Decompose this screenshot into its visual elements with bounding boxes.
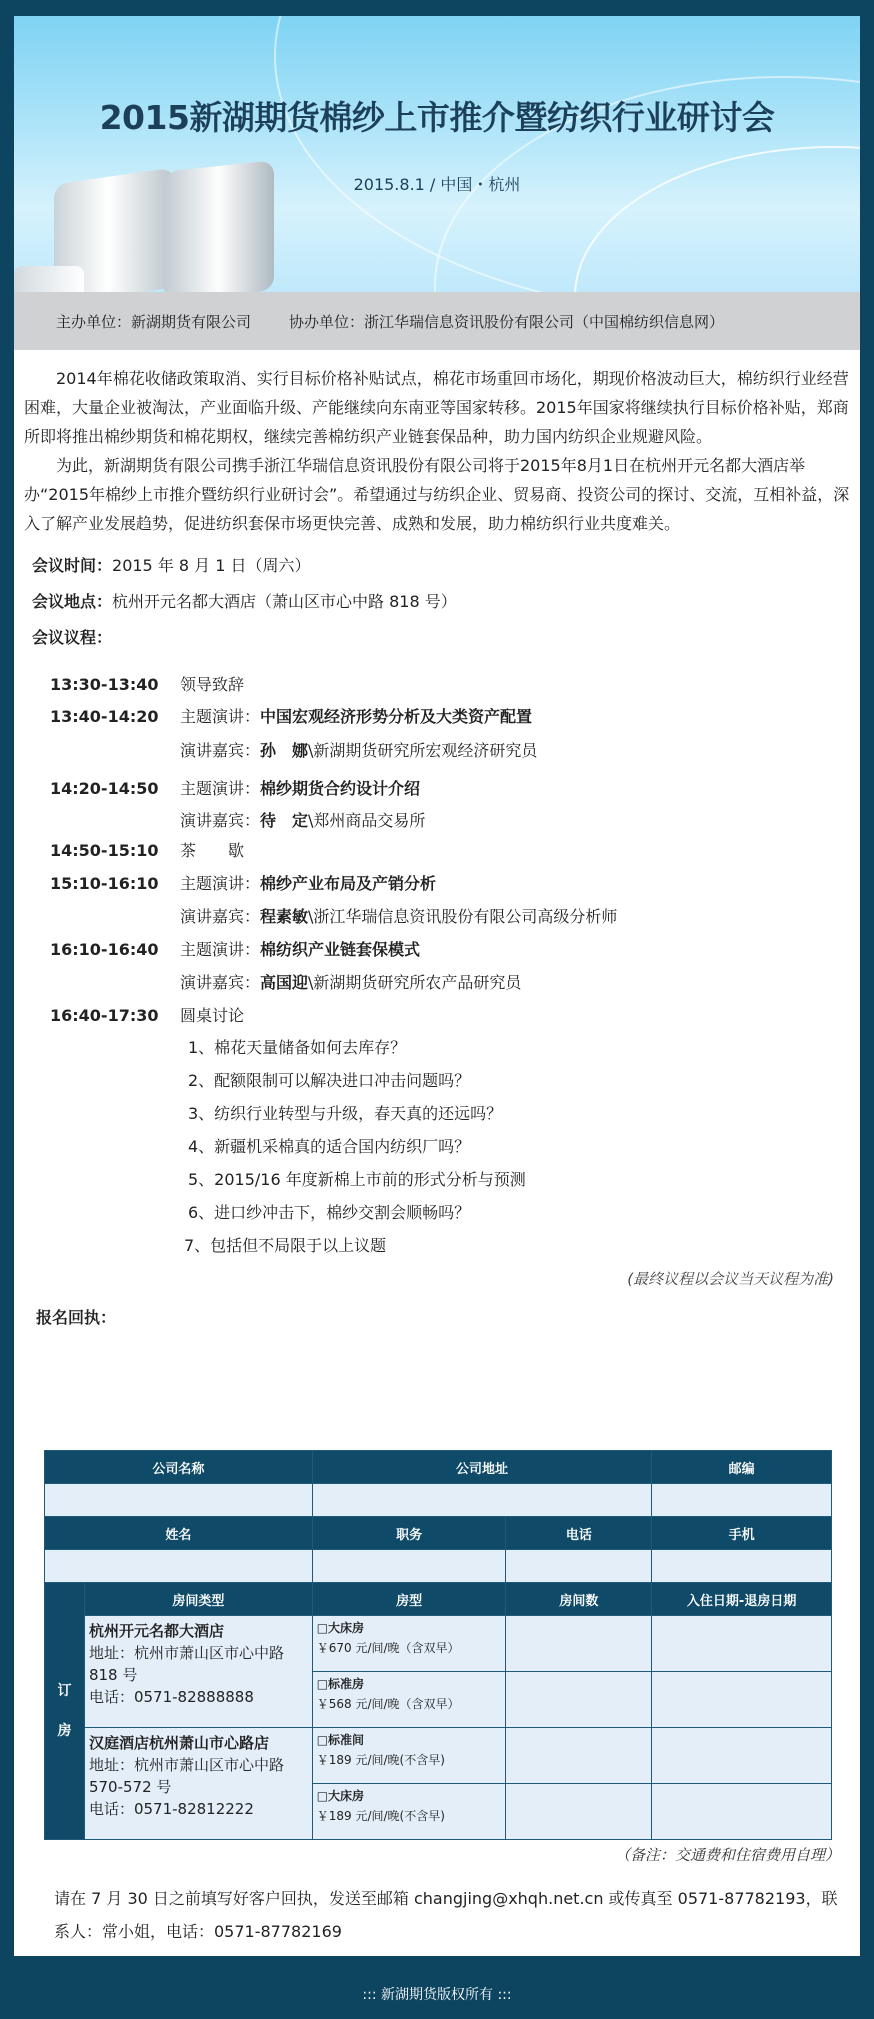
- contact-info: 请在 7 月 30 日之前填写好客户回执，发送至邮箱 changjing@xhqh.net.cn 或传真至 0571-87782193，联系人：常小姐，电话：0571-87782169: [54, 1889, 838, 1941]
- agenda-list: [14, 670, 860, 1031]
- room-count-input[interactable]: [506, 1784, 652, 1840]
- agenda-prefix: 主题演讲：: [180, 779, 261, 798]
- position-input[interactable]: [312, 1550, 506, 1583]
- room-type-checkbox[interactable]: □大床房: [316, 1789, 365, 1803]
- agenda-speaker-title: \浙江华瑞信息资讯股份有限公司高级分析师: [308, 907, 618, 926]
- agenda-row: [50, 774, 860, 804]
- agenda-speaker-title: \新湖期货研究所农产品研究员: [308, 973, 522, 992]
- agenda-prefix: 茶 歇: [180, 841, 245, 860]
- discussion-topic: 4、新疆机采棉真的适合国内纺织厂吗？: [188, 1137, 471, 1156]
- name-input[interactable]: [45, 1550, 313, 1583]
- agenda-prefix: 主题演讲：: [180, 940, 261, 959]
- hotel-address: 地址：杭州市萧山区市心中路 818 号: [88, 1644, 284, 1684]
- intro-paragraph: 为此，新湖期货有限公司携手浙江华瑞信息资讯股份有限公司将于2015年8月1日在杭州开元名都大酒店举办“2015年棉纱上市推介暨纺织行业研讨会”。希望通过与纺织企业、贸易商、投资公司的探讨、交流，互相补益，深入了解产业发展趋势，促进纺织套保市场更快完善、成熟和发展，助力棉纺织行业共度难关。: [24, 456, 850, 533]
- hotel-phone: 电话：0571-82812222: [88, 1800, 254, 1818]
- agenda-time: 13:40-14:20: [50, 707, 159, 726]
- stay-dates-input[interactable]: [652, 1784, 832, 1840]
- room-price: ￥189 元/间/晚(不含早): [316, 1809, 445, 1823]
- meeting-time-value: 2015 年 8 月 1 日（周六）: [112, 556, 311, 575]
- booking-side-char: 房: [57, 1723, 72, 1739]
- header-name: 姓名: [45, 1517, 313, 1550]
- fee-note: （备注：交通费和住宿费用自理）: [614, 1846, 840, 1864]
- agenda-prefix: 演讲嘉宾：: [180, 741, 261, 760]
- hotel-name: 汉庭酒店杭州萧山市心路店: [88, 1734, 269, 1752]
- hotel-address: 地址：杭州市萧山区市心中路 570-572 号: [88, 1756, 284, 1796]
- agenda-prefix: 演讲嘉宾：: [180, 907, 261, 926]
- table-row: [45, 1484, 832, 1517]
- agenda-topic: 棉纺织产业链套保模式: [260, 940, 421, 959]
- agenda-speaker: 孙 娜: [260, 741, 309, 760]
- agenda-label: 会议议程：: [32, 628, 113, 647]
- room-count-input[interactable]: [506, 1672, 652, 1728]
- host-organizer: 主办单位：新湖期货有限公司: [56, 312, 252, 331]
- meeting-place-value: 杭州开元名都大酒店（萧山区市心中路 818 号）: [112, 592, 457, 611]
- copyright-footer: ::: 新湖期货版权所有 :::: [362, 1987, 512, 2003]
- organizer-bar: [14, 292, 860, 350]
- agenda-prefix: 演讲嘉宾：: [180, 811, 261, 830]
- table-row: [45, 1728, 832, 1784]
- event-date-location: 2015.8.1 / 中国・杭州: [353, 175, 521, 194]
- registration-form-title: 报名回执：: [36, 1308, 117, 1327]
- room-option[interactable]: [312, 1784, 506, 1840]
- phone-input[interactable]: [506, 1550, 652, 1583]
- room-count-input[interactable]: [506, 1616, 652, 1672]
- co-host-organizer: 协办单位：浙江华瑞信息资讯股份有限公司（中国棉纺织信息网）: [289, 312, 725, 331]
- table-row: [45, 1616, 832, 1672]
- company-address-input[interactable]: [312, 1484, 652, 1517]
- table-header-row: [45, 1451, 832, 1484]
- room-type-checkbox[interactable]: □标准房: [316, 1677, 365, 1691]
- agenda-speaker: 程素敏: [260, 907, 309, 926]
- agenda-prefix: 领导致辞: [180, 675, 245, 694]
- agenda-time: 13:30-13:40: [50, 675, 159, 694]
- registration-table: [44, 1450, 832, 1840]
- header-postcode: 邮编: [652, 1451, 832, 1484]
- meeting-place-label: 会议地点：: [32, 592, 113, 611]
- room-count-input[interactable]: [506, 1728, 652, 1784]
- room-type-checkbox[interactable]: □标准间: [316, 1733, 365, 1747]
- banner: [14, 16, 860, 292]
- meeting-place: [32, 584, 860, 620]
- agenda-prefix: 演讲嘉宾：: [180, 973, 261, 992]
- room-option[interactable]: [312, 1728, 506, 1784]
- discussion-topics: [14, 1031, 860, 1262]
- table-header-row: [45, 1583, 832, 1616]
- discussion-topic: 5、2015/16 年度新棉上市前的形式分析与预测: [188, 1170, 526, 1189]
- agenda-prefix: 圆桌讨论: [180, 1006, 245, 1025]
- agenda-time: 16:40-17:30: [50, 1006, 159, 1025]
- hotel-name: 杭州开元名都大酒店: [88, 1622, 224, 1640]
- agenda-prefix: 主题演讲：: [180, 874, 261, 893]
- agenda-row: [50, 968, 860, 998]
- content-card: [14, 16, 860, 1956]
- agenda-row: [50, 670, 860, 700]
- header-phone: 电话: [506, 1517, 652, 1550]
- agenda-time: 14:20-14:50: [50, 779, 159, 798]
- meeting-time: [32, 548, 860, 584]
- room-type-checkbox[interactable]: □大床房: [316, 1621, 365, 1635]
- agenda-speaker: 待 定: [260, 811, 309, 830]
- room-price: ￥189 元/间/晚(不含早): [316, 1753, 445, 1767]
- header-checkin-checkout: 入住日期-退房日期: [652, 1583, 832, 1616]
- agenda-prefix: 主题演讲：: [180, 707, 261, 726]
- header-room-type: 房型: [312, 1583, 506, 1616]
- discussion-topic: 2、配额限制可以解决进口冲击问题吗？: [188, 1071, 471, 1090]
- yarn-spool-image: [14, 266, 84, 292]
- stay-dates-input[interactable]: [652, 1728, 832, 1784]
- mobile-input[interactable]: [652, 1550, 832, 1583]
- agenda-speaker: 高国迎: [260, 973, 309, 992]
- intro-text: [14, 350, 860, 538]
- hotel-phone: 电话：0571-82888888: [88, 1688, 254, 1706]
- discussion-topic: 1、棉花天量储备如何去库存？: [188, 1038, 407, 1057]
- agenda-speaker-title: \郑州商品交易所: [308, 811, 426, 830]
- agenda-time: 16:10-16:40: [50, 940, 159, 959]
- agenda-time: 14:50-15:10: [50, 841, 159, 860]
- agenda-row: [50, 836, 860, 866]
- hotel-info: [84, 1728, 312, 1840]
- header-position: 职务: [312, 1517, 506, 1550]
- agenda-time: 15:10-16:10: [50, 874, 159, 893]
- agenda-row: [50, 806, 860, 836]
- hotel-info: [84, 1616, 312, 1728]
- discussion-topic: 3、纺织行业转型与升级，春天真的还远吗？: [188, 1104, 503, 1123]
- agenda-row: [50, 935, 860, 965]
- header-company-name: 公司名称: [45, 1451, 313, 1484]
- agenda-row: [50, 902, 860, 932]
- stay-dates-input[interactable]: [652, 1616, 832, 1672]
- agenda-row: [50, 736, 860, 766]
- header-room-count: 房间数: [506, 1583, 652, 1616]
- room-price: ￥568 元/间/晚（含双早）: [316, 1697, 460, 1711]
- agenda-topic: 棉纱期货合约设计介绍: [260, 779, 421, 798]
- agenda-topic: 中国宏观经济形势分析及大类资产配置: [260, 707, 533, 726]
- agenda-topic: 棉纱产业布局及产销分析: [260, 874, 437, 893]
- postcode-input[interactable]: [652, 1484, 832, 1517]
- table-row: [45, 1550, 832, 1583]
- meeting-info: [14, 538, 860, 656]
- agenda-row: [50, 702, 860, 732]
- header-company-address: 公司地址: [312, 1451, 652, 1484]
- discussion-topic: 7、包括但不局限于以上议题: [184, 1236, 387, 1255]
- header-room-category: 房间类型: [84, 1583, 312, 1616]
- company-name-input[interactable]: [45, 1484, 313, 1517]
- discussion-topic: 6、进口纱冲击下，棉纱交割会顺畅吗？: [188, 1203, 471, 1222]
- room-price: ￥670 元/间/晚（含双早）: [316, 1641, 460, 1655]
- meeting-agenda-heading: [32, 620, 860, 656]
- stay-dates-input[interactable]: [652, 1672, 832, 1728]
- header-mobile: 手机: [652, 1517, 832, 1550]
- table-header-row: [45, 1517, 832, 1550]
- agenda-row: [50, 869, 860, 899]
- agenda-note: (最终议程以会议当天议程为准): [627, 1270, 834, 1288]
- meeting-time-label: 会议时间：: [32, 556, 113, 575]
- room-option[interactable]: [312, 1672, 506, 1728]
- agenda-row: [50, 1001, 860, 1031]
- booking-side-label: [45, 1583, 85, 1840]
- intro-paragraph: 2014年棉花收储政策取消、实行目标价格补贴试点，棉花市场重回市场化，期现价格波动巨大，棉纺织行业经营困难，大量企业被淘汰，产业面临升级、产能继续向东南亚等国家转移。2015年国家将继续执行目标价格补贴，郑商所即将推出棉纱期货和棉花期权，继续完善棉纺织产业链套保品种，助力国内纺织企业规避风险。: [24, 369, 849, 446]
- event-title: 2015新湖期货棉纱上市推介暨纺织行业研讨会: [99, 98, 775, 137]
- room-option[interactable]: [312, 1616, 506, 1672]
- booking-side-char: 订: [57, 1683, 72, 1699]
- agenda-speaker-title: \新湖期货研究所宏观经济研究员: [308, 741, 538, 760]
